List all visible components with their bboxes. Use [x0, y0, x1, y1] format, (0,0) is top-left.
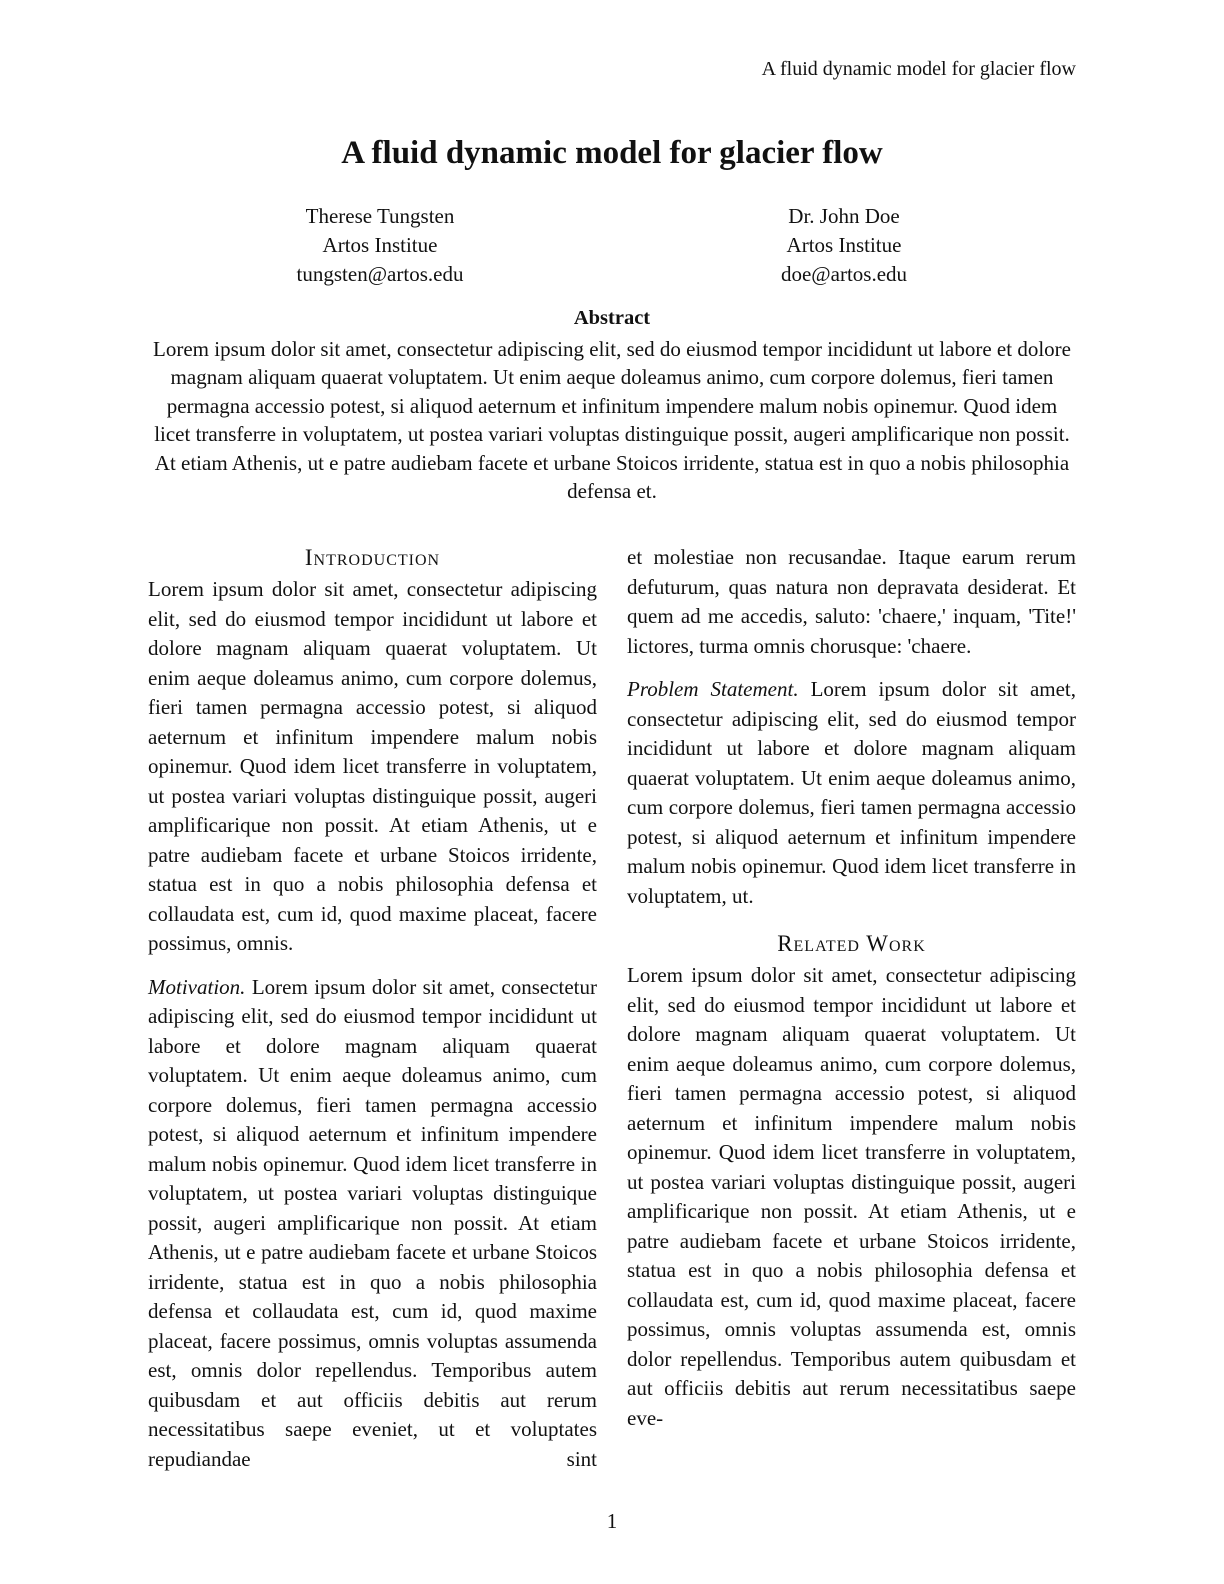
- related-work-paragraph: Lorem ipsum dolor sit amet, consectetur adipiscing elit, sed do eiusmod tempor incididunt ut labore et dolore magnam aliquam quaerat voluptatem. Ut enim aeque doleamus animo, cum corpore dolemus, fieri tamen permagna accessio potest, si aliquod aeternum et infinitum impendere malum nobis opinemur. Quod idem licet transferre in voluptatem, ut postea variari voluptas distinguique possit, augeri amplificarique non possit. At etiam Athenis, ut e patre audiebam facete et urbane Stoicos irridente, statua est in quo a nobis philosophia defensa et collaudata est, cum id, quod maxime placeat, facere possimus, omnis voluptas assumenda est, omnis dolor repellendus. Temporibus autem quibusdam et aut officiis debitis aut rerum necessitatibus saepe eve-: [627, 963, 1076, 1430]
- running-head: A fluid dynamic model for glacier flow: [761, 58, 1076, 80]
- author-1-affiliation: Artos Institue: [322, 233, 438, 257]
- abstract-text: Lorem ipsum dolor sit amet, consectetur adipiscing elit, sed do eiusmod tempor incididunt ut labore et dolore magnam aliquam quaerat voluptatem. Ut enim aeque doleamus animo, cum corpore dolemus, fieri tamen permagna accessio potest, si aliquod aeternum et infinitum impendere malum nobis opinemur. Quod idem licet transferre in voluptatem, ut postea variari voluptas distinguique possit, augeri amplificarique non possit. At etiam Athenis, ut e patre audiebam facete et urbane Stoicos irridente, statua est in quo a nobis philosophia defensa et.: [153, 337, 1071, 504]
- introduction-paragraph: Lorem ipsum dolor sit amet, consectetur adipiscing elit, sed do eiusmod tempor incididunt ut labore et dolore magnam aliquam quaerat voluptatem. Ut enim aeque doleamus animo, cum corpore dolemus, fieri tamen permagna accessio potest, si aliquod aeternum et infinitum impendere malum nobis opinemur. Quod idem licet transferre in voluptatem, ut postea variari voluptas distinguique possit, augeri amplificarique non possit. At etiam Athenis, ut e patre audiebam facete et urbane Stoicos irridente, statua est in quo a nobis philosophia defensa et collaudata est, cum id, quod maxime placeat, facere possimus, omnis.: [148, 577, 597, 956]
- motivation-runin-heading: Motivation.: [148, 974, 246, 999]
- motivation-continuation-paragraph: et molestiae non recusandae. Itaque earum rerum defuturum, quas natura non depravata desiderat. Et quem ad me accedis, saluto: 'chaere,' inquam, 'Tite!' lictores, turma omnis chorusque: 'chaere.: [627, 545, 1076, 658]
- problem-statement-paragraph: [627, 675, 1076, 911]
- author-2-affiliation: Artos Institue: [786, 233, 902, 257]
- page-number: 1: [606, 1509, 618, 1533]
- motivation-paragraph-text: Lorem ipsum dolor sit amet, consectetur adipiscing elit, sed do eiusmod tempor incididunt ut labore et dolore magnam aliquam quaerat voluptatem. Ut enim aeque doleamus animo, cum corpore dolemus, fieri tamen permagna accessio potest, si aliquod aeternum et infinitum impendere malum nobis opinemur. Quod idem licet transferre in voluptatem, ut postea variari voluptas distinguique possit, augeri amplificarique non possit. At etiam Athenis, ut e patre audiebam facete et urbane Stoicos irridente, statua est in quo a nobis philosophia defensa et collaudata est, cum id, quod maxime placeat, facere possimus, omnis voluptas assumenda est, omnis dolor repellendus. Temporibus autem quibusdam et aut officiis debitis aut rerum necessitatibus saepe eveniet, ut et voluptates repudiandae sint: [148, 974, 597, 1471]
- problem-statement-paragraph-text: Lorem ipsum dolor sit amet, consectetur adipiscing elit, sed do eiusmod tempor incididunt ut labore et dolore magnam aliquam quaerat voluptatem. Ut enim aeque doleamus animo, cum corpore dolemus, fieri tamen permagna accessio potest, si aliquod aeternum et infinitum impendere malum nobis opinemur. Quod idem licet transferre in voluptatem, ut.: [627, 677, 1077, 908]
- author-2: [612, 202, 1076, 289]
- author-1-email: tungsten@artos.edu: [296, 262, 464, 286]
- motivation-paragraph: [148, 973, 597, 1475]
- author-1-name: Therese Tungsten: [305, 204, 455, 228]
- author-1: [148, 202, 612, 289]
- abstract-heading: Abstract: [573, 307, 651, 329]
- author-2-name: Dr. John Doe: [788, 204, 900, 228]
- author-block: [148, 202, 1076, 289]
- author-2-email: doe@artos.edu: [780, 262, 908, 286]
- paper-title: A fluid dynamic model for glacier flow: [341, 135, 883, 171]
- section-heading-introduction: Introduction: [304, 545, 441, 571]
- section-heading-related-work: Related Work: [777, 931, 926, 957]
- left-column: [148, 543, 597, 1474]
- two-column-body: [148, 543, 1076, 1474]
- problem-statement-runin-heading: Problem Statement.: [627, 677, 799, 702]
- right-column: [627, 543, 1076, 1474]
